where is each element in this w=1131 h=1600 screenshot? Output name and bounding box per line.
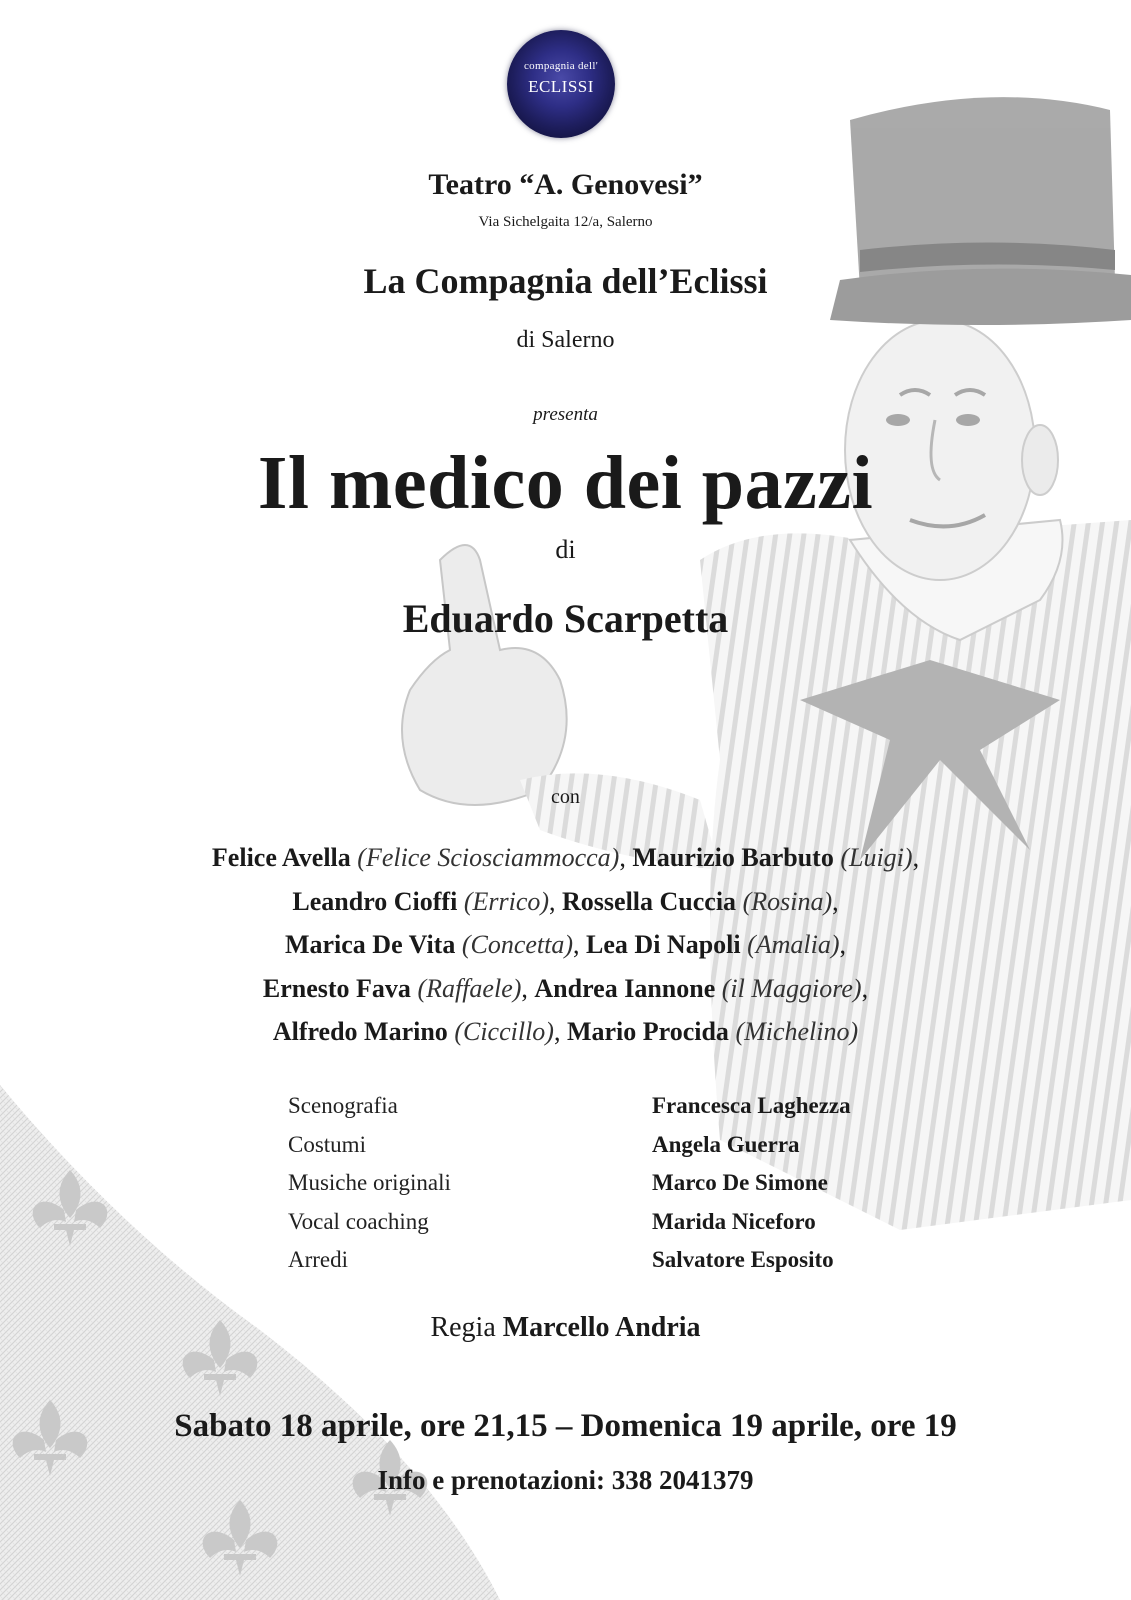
- separator: ,: [573, 930, 580, 959]
- credit-row: [288, 1247, 988, 1286]
- credit-row: [288, 1170, 988, 1209]
- separator: ,: [839, 930, 847, 959]
- company-city: di Salerno: [516, 327, 615, 353]
- character-name: (Amalia): [747, 930, 840, 959]
- actor-name: Felice Avella: [211, 843, 351, 872]
- character-name: (Luigi): [840, 843, 913, 872]
- cast-row: [0, 836, 1131, 880]
- logo-line-2: eclissi: [528, 72, 594, 98]
- di-text: di: [555, 535, 576, 564]
- separator: ,: [912, 843, 920, 872]
- separator: ,: [549, 886, 556, 916]
- credit-name: Salvatore Esposito: [652, 1247, 834, 1272]
- con-text: con: [551, 786, 580, 808]
- actor-name: Maurizio Barbuto: [632, 843, 834, 872]
- author-name: Eduardo Scarpetta: [402, 596, 729, 641]
- character-name: (Felice Sciosciammocca): [357, 843, 620, 872]
- actor-name: Andrea Iannone: [534, 973, 716, 1003]
- credits-list: [288, 1093, 988, 1286]
- presenta-text: presenta: [533, 404, 598, 425]
- character-name: (il Maggiore): [721, 973, 862, 1003]
- actor-name: Alfredo Marino: [272, 1017, 448, 1046]
- credit-name: Francesca Laghezza: [652, 1093, 851, 1118]
- actor-name: Marica De Vita: [284, 930, 456, 959]
- credit-role: Arredi: [288, 1247, 349, 1272]
- booking-info: Info e prenotazioni: 338 2041379: [377, 1465, 754, 1495]
- character-name: (Rosina): [742, 886, 833, 916]
- character-name: (Michelino): [735, 1017, 859, 1046]
- cast-list: [0, 836, 1131, 1054]
- cast-row: [0, 1010, 1131, 1054]
- show-dates: Sabato 18 aprile, ore 21,15 – Domenica 19 aprile, ore 19: [174, 1408, 957, 1444]
- credit-name: Marida Niceforo: [652, 1208, 816, 1234]
- character-name: (Raffaele): [417, 973, 522, 1003]
- cast-row: [0, 967, 1131, 1011]
- character-name: (Errico): [463, 886, 550, 916]
- director-name: Marcello Andria: [502, 1312, 701, 1343]
- credit-row: [288, 1093, 988, 1132]
- character-name: (Concetta): [461, 930, 574, 959]
- character-name: (Ciccillo): [454, 1017, 554, 1046]
- credit-role: Costumi: [288, 1131, 366, 1157]
- logo-line-1: compagnia dell': [524, 60, 598, 72]
- play-title: Il medico dei pazzi: [257, 441, 874, 525]
- separator: ,: [861, 973, 869, 1003]
- credit-row: [288, 1209, 988, 1248]
- credit-row: [288, 1132, 988, 1171]
- separator: ,: [832, 886, 839, 916]
- director-credit: [0, 1312, 1131, 1344]
- credit-name: Marco De Simone: [652, 1170, 828, 1195]
- actor-name: Lea Di Napoli: [586, 930, 741, 959]
- company-logo: [507, 30, 615, 138]
- actor-name: Rossella Cuccia: [562, 886, 737, 916]
- director-label: Regia: [430, 1312, 496, 1343]
- actor-name: Mario Procida: [566, 1017, 729, 1046]
- cast-row: [0, 923, 1131, 967]
- actor-name: Ernesto Fava: [262, 973, 411, 1003]
- separator: ,: [521, 973, 528, 1003]
- credit-role: Musiche originali: [288, 1170, 451, 1195]
- actor-name: Leandro Cioffi: [292, 886, 458, 916]
- credit-name: Angela Guerra: [652, 1131, 800, 1157]
- company-name: La Compagnia dell’Eclissi: [363, 261, 768, 301]
- credit-role: Scenografia: [288, 1093, 398, 1118]
- separator: ,: [553, 1017, 561, 1046]
- venue-name: Teatro “A. Genovesi”: [428, 168, 703, 201]
- credit-role: Vocal coaching: [288, 1208, 429, 1234]
- cast-row: [0, 880, 1131, 924]
- venue-address: Via Sichelgaita 12/a, Salerno: [478, 214, 653, 230]
- separator: ,: [619, 843, 626, 872]
